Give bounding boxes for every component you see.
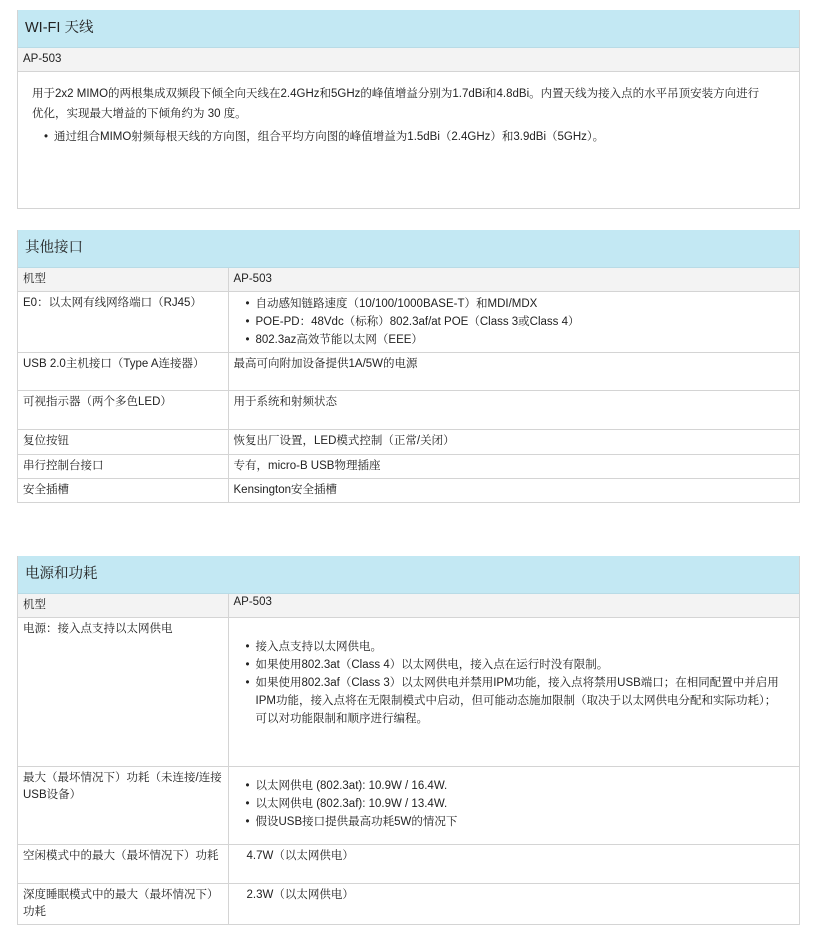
value-cell: 用于系统和射频状态 — [228, 391, 799, 430]
value-cell: Kensington安全插槽 — [233, 484, 338, 496]
value-cell: AP-503 — [228, 594, 799, 618]
section-title: 其他接口 — [18, 230, 799, 268]
table-row — [18, 430, 799, 455]
value-cell: 专有，micro-B USB物理插座 — [228, 455, 799, 479]
list-item: • 接入点支持以太网供电。 — [256, 638, 780, 656]
key-cell: 机型 — [18, 268, 228, 292]
table-row — [18, 292, 799, 353]
value-cell: 4.7W（以太网供电） — [228, 845, 799, 884]
key-cell: 深度睡眠模式中的最大（最坏情况下）功耗 — [18, 884, 228, 925]
power-table — [18, 594, 799, 924]
value-cell: 最高可向附加设备提供1A/5W的电源 — [228, 353, 799, 391]
list-item: • 如果使用802.3af（Class 3）以太网供电并禁用IPM功能，接入点将禁用USB端口；在相同配置中并启用IPM功能，接入点将在无限制模式中启动，但可能动态施加限制（取决于以太网供电分配和实际功耗）；可以对功能限制和顺序进行编程。 — [256, 674, 780, 728]
interfaces-table — [18, 268, 799, 502]
key-cell: 机型 — [18, 594, 228, 618]
other-interfaces-section — [17, 230, 800, 503]
table-row — [18, 594, 799, 618]
table-row — [18, 767, 799, 845]
key-cell: 可视指示器（两个多色LED） — [18, 391, 228, 430]
key-cell: USB 2.0主机接口（Type A连接器） — [18, 353, 228, 391]
list-item: • 假设USB接口提供最高功耗5W的情况下 — [256, 813, 795, 831]
key-cell: 空闲模式中的最大（最坏情况下）功耗 — [18, 845, 228, 884]
wifi-antenna-section — [17, 10, 800, 209]
table-row — [18, 479, 799, 503]
table-row — [18, 884, 799, 925]
antenna-bullet: • 通过组合MIMO射频每根天线的方向图，组合平均方向图的峰值增益为1.5dBi（2.4GHz）和3.9dBi（5GHz）。 — [54, 128, 785, 146]
model-row: AP-503 — [18, 48, 799, 72]
power-section — [17, 556, 800, 925]
list-item: • 802.3az高效节能以太网（EEE） — [256, 331, 795, 349]
list-item: • 自动感知链路速度（10/100/1000BASE-T）和MDI/MDX — [256, 295, 795, 313]
list-item: • 以太网供电 (802.3at): 10.9W / 16.4W. — [256, 777, 795, 795]
key-cell: 电源：接入点支持以太网供电 — [18, 618, 228, 767]
table-row — [18, 618, 799, 767]
table-row — [18, 353, 799, 391]
antenna-description: 用于2x2 MIMO的两根集成双频段下倾全向天线在2.4GHz和5GHz的峰值增益分别为1.7dBi和4.8dBi。内置天线为接入点的水平吊顶安装方向进行优化，实现最大增益的下倾角约为 30 度。 — [32, 88, 760, 120]
table-row — [18, 845, 799, 884]
key-cell: E0：以太网有线网络端口（RJ45） — [18, 292, 228, 353]
key-cell: 安全插槽 — [18, 479, 228, 503]
section-title: 电源和功耗 — [18, 556, 799, 594]
table-row — [18, 391, 799, 430]
value-cell: AP-503 — [228, 268, 799, 292]
table-row — [18, 268, 799, 292]
list-item: • POE-PD：48Vdc（标称）802.3af/at POE（Class 3或Class 4） — [256, 313, 795, 331]
list-item: • 如果使用802.3at（Class 4）以太网供电，接入点在运行时没有限制。 — [256, 656, 780, 674]
list-item: • 以太网供电 (802.3af): 10.9W / 13.4W. — [256, 795, 795, 813]
key-cell: 最大（最坏情况下）功耗（未连接/连接USB设备） — [18, 767, 228, 845]
value-cell: 2.3W（以太网供电） — [246, 889, 354, 901]
value-cell: 恢复出厂设置，LED模式控制（正常/关闭） — [228, 430, 799, 455]
section-title: WI-FI 天线 — [18, 10, 799, 48]
table-row — [18, 455, 799, 479]
key-cell: 复位按钮 — [18, 430, 228, 455]
key-cell: 串行控制台接口 — [18, 455, 228, 479]
